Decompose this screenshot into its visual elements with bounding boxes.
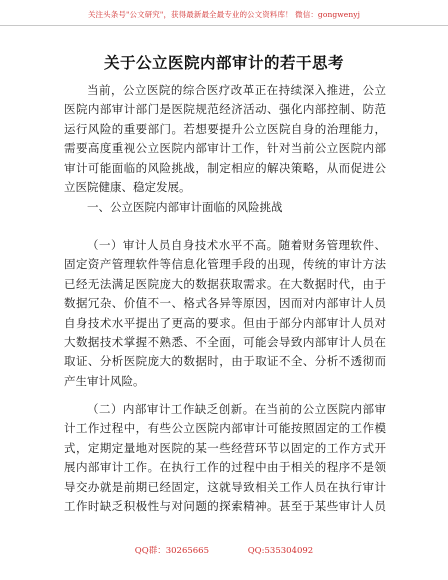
header-note: 关注头条号"公文研究"，获得最新最全最专业的公文资料库！ 微信：gongwenyj bbox=[87, 10, 361, 19]
footer-qq: QQ:535304092 bbox=[247, 546, 314, 556]
paragraph-intro bbox=[64, 81, 386, 197]
header-divider bbox=[0, 25, 448, 26]
paragraph-line: 自身技术水平提出了更高的要求。但由于部分内部审计人员对 bbox=[64, 315, 386, 330]
paragraph-line: 固定资产管理软件等信息化管理手段的出现，传统的审计方法 bbox=[64, 257, 386, 272]
paragraph-line: 计工作过程中，有些公立医院内部审计可能按照固定的工作模 bbox=[64, 421, 386, 436]
section-heading: 一、公立医院内部审计面临的风险挑战 bbox=[87, 200, 283, 214]
paragraph-line: 当前，公立医院的综合医疗改革正在持续深入推进，公立 bbox=[87, 83, 386, 97]
paragraph-line: 立医院健康、稳定发展。 bbox=[64, 179, 191, 194]
paragraph-line: 导交办就是前期已经固定，这就导致相关工作人员在执行审计 bbox=[64, 479, 386, 494]
paragraph-skill-risk bbox=[64, 236, 386, 391]
paragraph-line: 取证、分析医院庞大的数据时，由于取证不全、分析不透彻而 bbox=[64, 354, 386, 369]
paragraph-line: 已经无法满足医院庞大的数据获取需求。在大数据时代，由于 bbox=[64, 276, 386, 291]
paragraph-line: 式，定期定量地对医院的某一些经营环节以固定的工作方式开 bbox=[64, 440, 386, 455]
paragraph-line: 展内部审计工作。在执行工作的过程中由于相关的程序不是领 bbox=[64, 460, 386, 475]
paragraph-line: 数据冗杂、价值不一、格式各异等原因，因而对内部审计人员 bbox=[64, 296, 386, 311]
paragraph-line: 需要高度重视公立医院内部审计工作，针对当前公立医院内部 bbox=[64, 141, 386, 156]
page-title: 关于公立医院内部审计的若干思考 bbox=[103, 54, 344, 72]
paragraph-innovation bbox=[64, 400, 386, 516]
paragraph-line: （二）内部审计工作缺乏创新。在当前的公立医院内部审 bbox=[87, 402, 386, 416]
paragraph-line: 审计可能面临的风险挑战，制定相应的解决策略，从而促进公 bbox=[64, 160, 386, 175]
footer-qq-group: QQ群：30265665 bbox=[134, 546, 209, 556]
paragraph-line: 工作时缺乏积极性与对问题的探索精神。甚至于某些审计人员 bbox=[64, 498, 386, 513]
paragraph-line: 大数据技术掌握不熟悉、不全面，可能会导致内部审计人员在 bbox=[64, 334, 386, 349]
footer-contact bbox=[0, 545, 448, 557]
paragraph-line: （一）审计人员自身技术水平不高。随着财务管理软件、 bbox=[87, 238, 386, 252]
paragraph-line: 运行风险的重要部门。若想要提升公立医院自身的治理能力， bbox=[64, 121, 386, 136]
paragraph-line: 产生审计风险。 bbox=[64, 373, 145, 388]
paragraph-line: 医院内部审计部门是医院规范经济活动、强化内部控制、防范 bbox=[64, 102, 386, 117]
